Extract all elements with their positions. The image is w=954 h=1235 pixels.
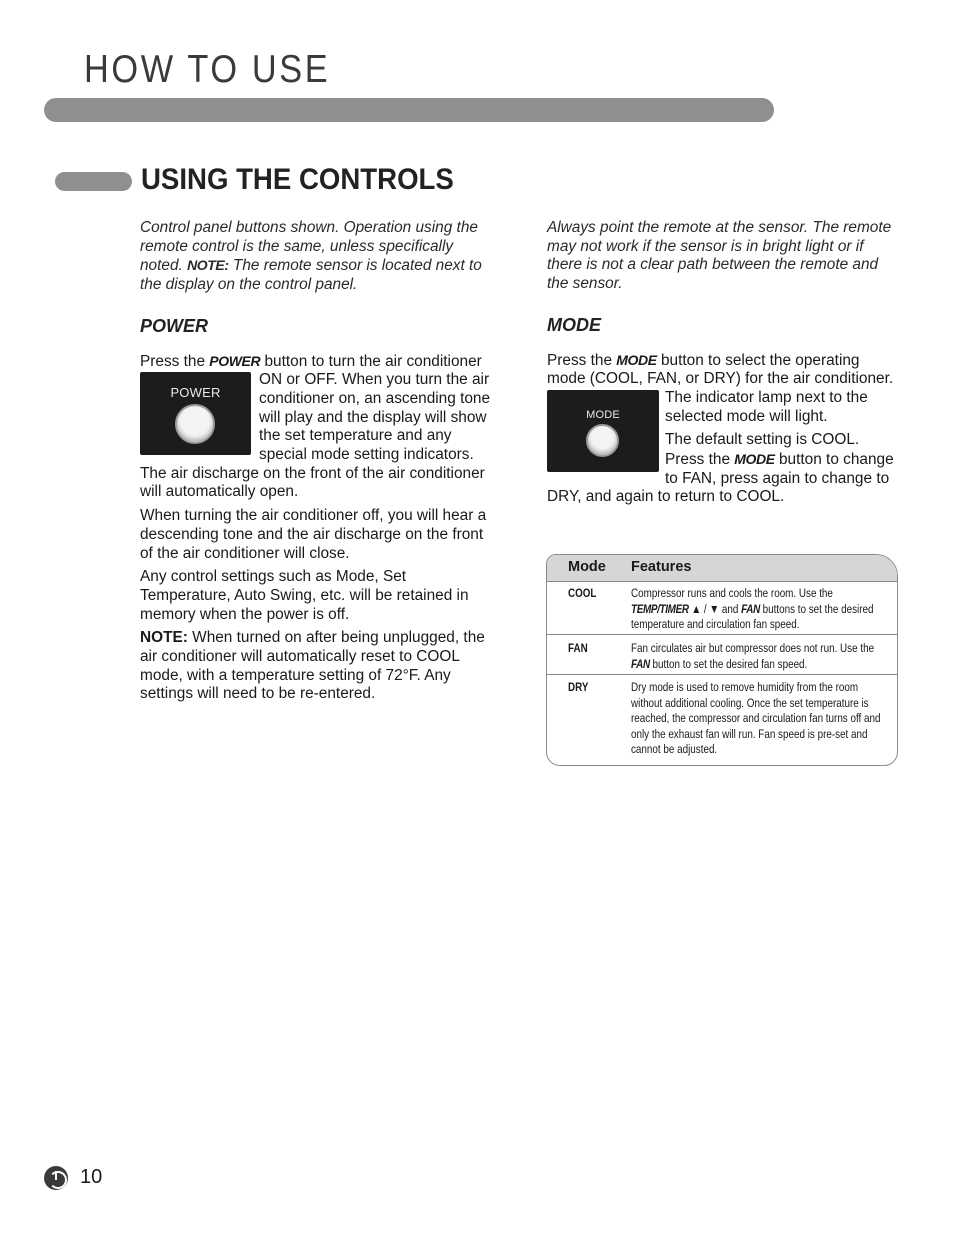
cool-desc-key-temp-timer: TEMP/TIMER: [631, 601, 689, 616]
left-column: [140, 219, 496, 709]
page-number: 10: [80, 1166, 103, 1188]
power-button-image-label: POWER: [170, 385, 221, 401]
power-paragraph-3: Any control settings such as Mode, Set Temperature, Auto Swing, etc. will be retained in memory when the power is off.: [140, 568, 469, 623]
cool-desc-key-fan: FAN: [741, 601, 760, 616]
left-intro-note-text: The remote sensor is located next to the display on the control panel.: [140, 257, 482, 294]
mode-button-image: [547, 390, 659, 472]
mode-p2-before: The default setting is COOL. Press the: [665, 431, 860, 469]
chapter-header-bar: [44, 98, 774, 122]
mode-heading: MODE: [547, 314, 601, 335]
mode-features-table: [546, 554, 898, 766]
table-cell-mode: COOL: [568, 586, 597, 600]
left-intro-text: Control panel buttons shown. Operation using the remote control is the same, unless specifically noted.: [140, 219, 478, 275]
power-heading: POWER: [140, 315, 209, 336]
table-row: [547, 635, 897, 675]
mode-p2-after: button to change to FAN, press again to change to DRY, and again to return to COOL.: [547, 451, 894, 506]
power-p1-before: Press the: [140, 352, 210, 370]
section-pill-marker: [55, 172, 132, 191]
mode-p1-before: Press the: [547, 351, 617, 369]
table-row: [547, 582, 897, 635]
table-cell-features: [631, 586, 890, 633]
left-intro-note-label: NOTE:: [187, 257, 229, 274]
right-column: [547, 219, 897, 512]
mode-p1-rest: conditioner. The indicator lamp next to the selected mode will light.: [665, 370, 894, 425]
table-cell-features: [631, 641, 890, 672]
mode-keyword: MODE: [616, 351, 657, 368]
table-header-features: Features: [631, 559, 692, 575]
mode-p1-after: button to select the operating mode (COOL, FAN, or DRY) for the air: [547, 351, 860, 388]
table-cell-mode: DRY: [568, 680, 589, 694]
power-p1-text: [140, 353, 490, 501]
table-header-row: [547, 555, 897, 582]
cool-desc-after: buttons to set the desired temperature and circulation fan speed.: [631, 601, 874, 632]
table-row: [547, 675, 897, 765]
power-keyword: POWER: [209, 352, 261, 369]
power-paragraph-1: [140, 352, 496, 503]
right-intro: Always point the remote at the sensor. The remote may not work if the sensor is in bright light or if there is not a clear path between the remote and the sensor.: [547, 219, 892, 293]
round-button-icon: [586, 424, 619, 457]
mode-paragraph-1: [547, 351, 897, 427]
cool-desc-mid: ▲ / ▼ and: [688, 601, 742, 616]
power-note: [140, 629, 496, 704]
fan-desc-key-fan: FAN: [631, 656, 650, 671]
table-cell-mode: FAN: [568, 641, 588, 655]
power-note-text: When turned on after being unplugged, the air conditioner will automatically reset to COOL mode, with a temperature setting of 72°F. Any settings will need to be re-entered.: [140, 629, 485, 703]
table-cell-features: Dry mode is used to remove humidity from the room without additional cooling. Once the set temperature is reached, the compressor and circulation fan turns off and only the exhaust fan will run. Fan speed is pre-set and cannot be adjusted.: [631, 680, 881, 757]
cool-desc-before: Compressor runs and cools the room. Use the: [631, 586, 833, 600]
fan-desc-after: button to set the desired fan speed.: [649, 656, 808, 671]
left-intro: [140, 219, 496, 295]
power-p1-rest: conditioner on, an ascending tone will play and the display will show the set temperature and any special mode setting indicators. The air discharge on the front of the air conditioner will automatically open.: [140, 389, 491, 501]
power-p1-after: button to turn the air conditioner ON or OFF. When you turn the air: [259, 352, 490, 389]
mode-button-image-label: MODE: [586, 408, 620, 421]
power-note-label: NOTE:: [140, 629, 188, 647]
power-paragraph-2: When turning the air conditioner off, you will hear a descending tone and the air discharge on the front of the air conditioner will close.: [140, 507, 487, 562]
chapter-title: HOW TO USE: [84, 48, 331, 91]
mode-keyword-2: MODE: [734, 451, 775, 468]
lg-logo-icon: [44, 1166, 68, 1190]
fan-desc-before: Fan circulates air but compressor does not run. Use the: [631, 641, 875, 655]
round-button-icon: [175, 404, 215, 444]
section-title: USING THE CONTROLS: [141, 163, 454, 196]
power-button-image: [140, 372, 251, 455]
table-header-mode: Mode: [568, 559, 606, 575]
